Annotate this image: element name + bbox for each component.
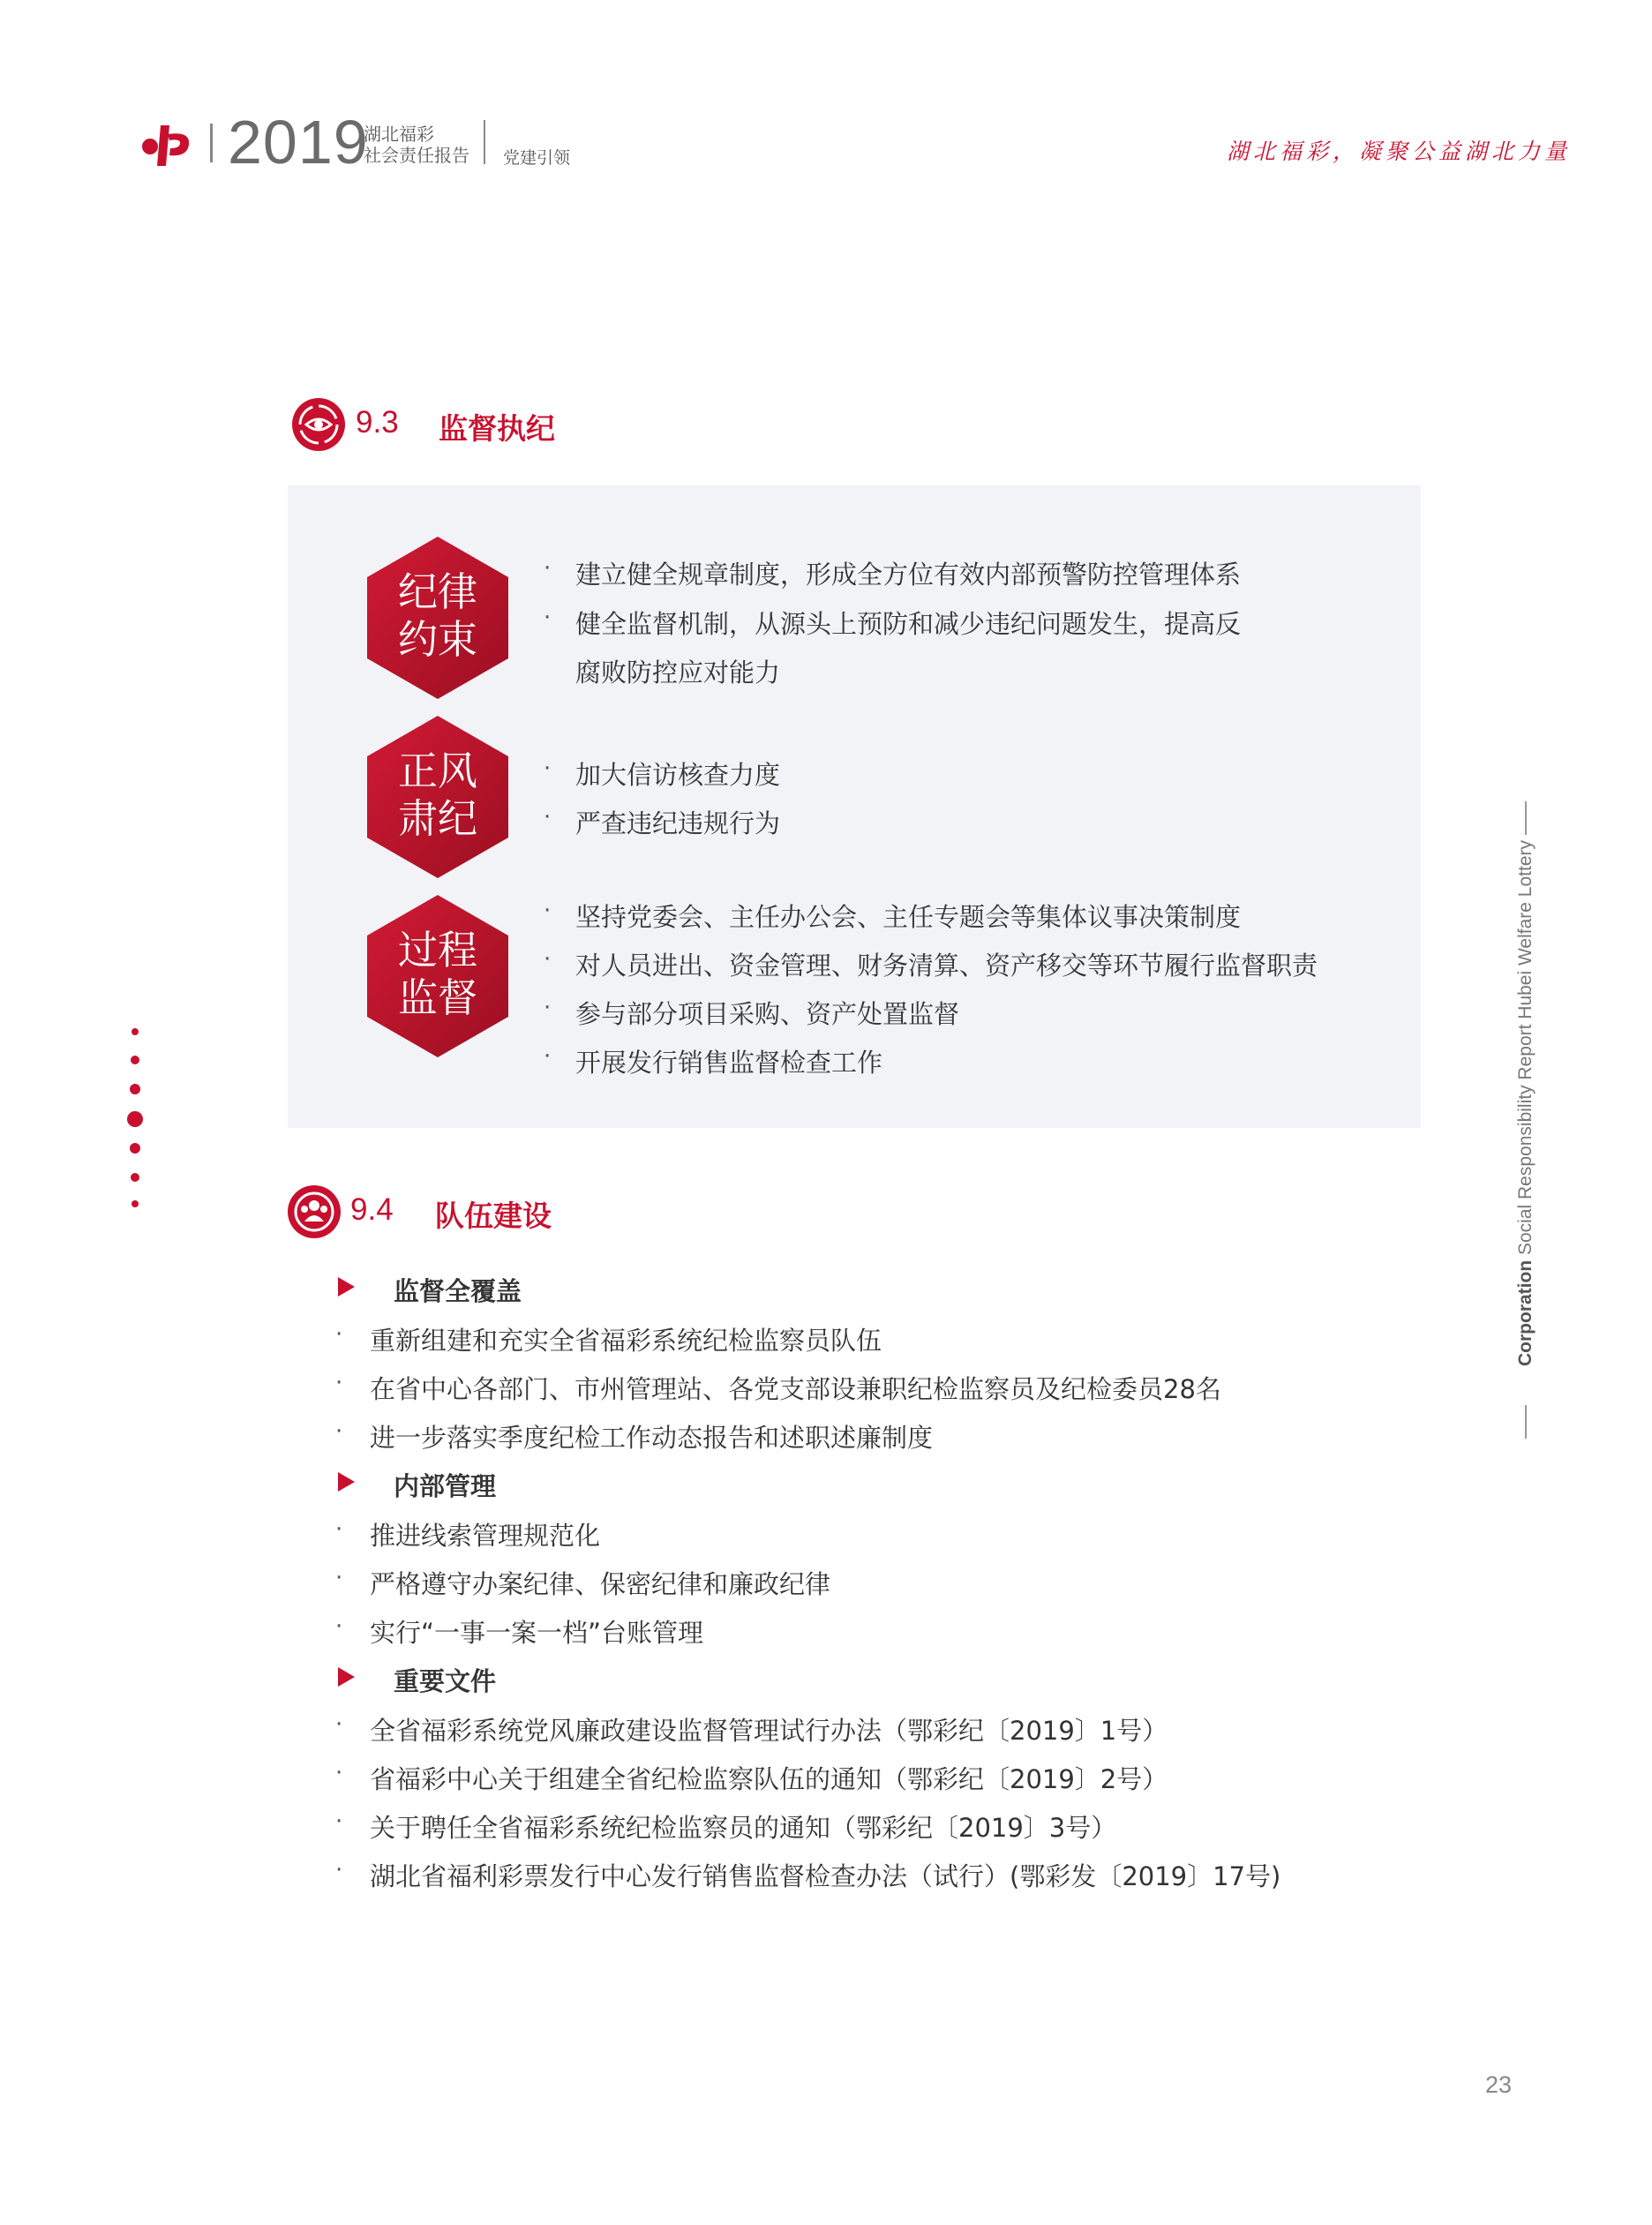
side-caption-bold: Corporation: [1515, 1259, 1536, 1366]
progress-dot: [131, 1200, 139, 1207]
bullet-dot: ·: [335, 1370, 343, 1396]
bullet-dot: ·: [335, 1613, 343, 1640]
triangle-right-icon: [338, 1277, 355, 1297]
lottery-logo-icon: [141, 124, 192, 168]
list-item: 进一步落实季度纪检工作动态报告和述职述廉制度: [370, 1423, 934, 1453]
list-item: 建立健全规章制度，形成全方位有效内部预警防控管理体系: [575, 560, 1242, 590]
list-item: 全省福彩系统党风廉政建设监督管理试行办法（鄂彩纪〔2019〕1号）: [370, 1716, 1168, 1746]
list-item: 坚持党委会、主任办公会、主任专题会等集体议事决策制度: [575, 902, 1242, 932]
report-org: [364, 124, 469, 166]
progress-dot: [130, 1143, 140, 1154]
bullet-dot: ·: [544, 605, 552, 631]
hex-label-line: 监督: [397, 974, 477, 1021]
chapter-name: 党建引领: [503, 148, 571, 168]
bullet-dot: ·: [544, 898, 552, 924]
list-item: 加大信访核查力度: [575, 760, 781, 790]
list-item: 湖北省福利彩票发行中心发行销售监督检查办法（试行）(鄂彩发〔2019〕17号): [370, 1861, 1281, 1891]
bullet-dot: ·: [335, 1808, 343, 1835]
progress-dot: [131, 1173, 139, 1182]
subsection-heading: 内部管理: [394, 1471, 497, 1501]
header-divider: [210, 124, 213, 162]
header-slogan: 湖北福彩，凝聚公益湖北力量: [1227, 139, 1572, 164]
side-divider: [1525, 1405, 1527, 1439]
section-number: 9.4: [350, 1192, 394, 1227]
bullet-dot: ·: [335, 1418, 343, 1445]
team-people-icon: [288, 1185, 341, 1238]
side-divider: [1525, 801, 1527, 835]
list-item: 在省中心各部门、市州管理站、各党支部设兼职纪检监察员及纪检委员28名: [370, 1374, 1221, 1404]
hex-label-line: 约束: [397, 616, 477, 663]
section-title: 监督执纪: [439, 411, 555, 446]
side-caption: [1515, 840, 1536, 1366]
triangle-right-icon: [338, 1472, 355, 1492]
hexagon-badge-discipline: [367, 537, 508, 699]
bullet-dot: ·: [335, 1516, 343, 1543]
list-item: 对人员进出、资金管理、财务清算、资产移交等环节履行监督职责: [575, 951, 1318, 981]
org-line-2: 社会责任报告: [364, 145, 469, 166]
bullet-dot: ·: [544, 755, 552, 782]
header-divider: [484, 120, 485, 164]
hexagon-badge-process: [367, 895, 508, 1057]
bullet-dot: ·: [335, 1760, 343, 1786]
bullet-dot: ·: [544, 995, 552, 1021]
progress-dot: [130, 1084, 140, 1094]
hex-label-line: 过程: [397, 927, 477, 973]
bullet-dot: ·: [544, 804, 552, 831]
progress-dot: [131, 1028, 139, 1035]
progress-dot-active: [127, 1111, 143, 1127]
hexagon-badge-conduct: [367, 716, 508, 878]
bullet-dot: ·: [335, 1711, 343, 1738]
section-number: 9.3: [356, 405, 399, 440]
list-item: 重新组建和充实全省福彩系统纪检监察员队伍: [370, 1326, 882, 1356]
bullet-dot: ·: [335, 1321, 343, 1348]
bullet-dot: ·: [335, 1565, 343, 1591]
list-item: 健全监督机制，从源头上预防和减少违纪问题发生，提高反: [575, 609, 1242, 639]
report-year: 2019: [228, 108, 369, 177]
bullet-dot: ·: [544, 555, 552, 582]
org-line-1: 湖北福彩: [364, 124, 434, 145]
hex-label-line: 正风: [397, 748, 477, 794]
list-item: 腐败防控应对能力: [575, 658, 781, 688]
side-caption-rest: Social Responsibility Report Hubei Welfare Lottery: [1515, 840, 1536, 1260]
triangle-right-icon: [338, 1667, 355, 1687]
page-number: 23: [1485, 2071, 1513, 2098]
subsection-heading: 重要文件: [394, 1666, 497, 1696]
list-item: 参与部分项目采购、资产处置监督: [575, 999, 960, 1029]
list-item: 开展发行销售监督检查工作: [575, 1048, 883, 1078]
list-item: 省福彩中心关于组建全省纪检监察队伍的通知（鄂彩纪〔2019〕2号）: [370, 1764, 1168, 1794]
subsection-heading: 监督全覆盖: [394, 1276, 522, 1306]
list-item: 实行“一事一案一档”台账管理: [370, 1618, 704, 1648]
list-item: 关于聘任全省福彩系统纪检监察员的通知（鄂彩纪〔2019〕3号）: [370, 1813, 1117, 1843]
bullet-dot: ·: [335, 1857, 343, 1883]
progress-dot: [131, 1056, 139, 1064]
bullet-dot: ·: [544, 1043, 552, 1070]
list-item: 严格遵守办案纪律、保密纪律和廉政纪律: [370, 1569, 831, 1599]
eye-target-icon: [292, 398, 345, 451]
list-item: 推进线索管理规范化: [370, 1521, 601, 1551]
bullet-dot: ·: [544, 946, 552, 973]
hex-label-line: 纪律: [397, 568, 477, 615]
section-title: 队伍建设: [435, 1199, 552, 1233]
hex-label-line: 肃纪: [397, 795, 477, 842]
list-item: 严查违纪违规行为: [575, 808, 781, 838]
